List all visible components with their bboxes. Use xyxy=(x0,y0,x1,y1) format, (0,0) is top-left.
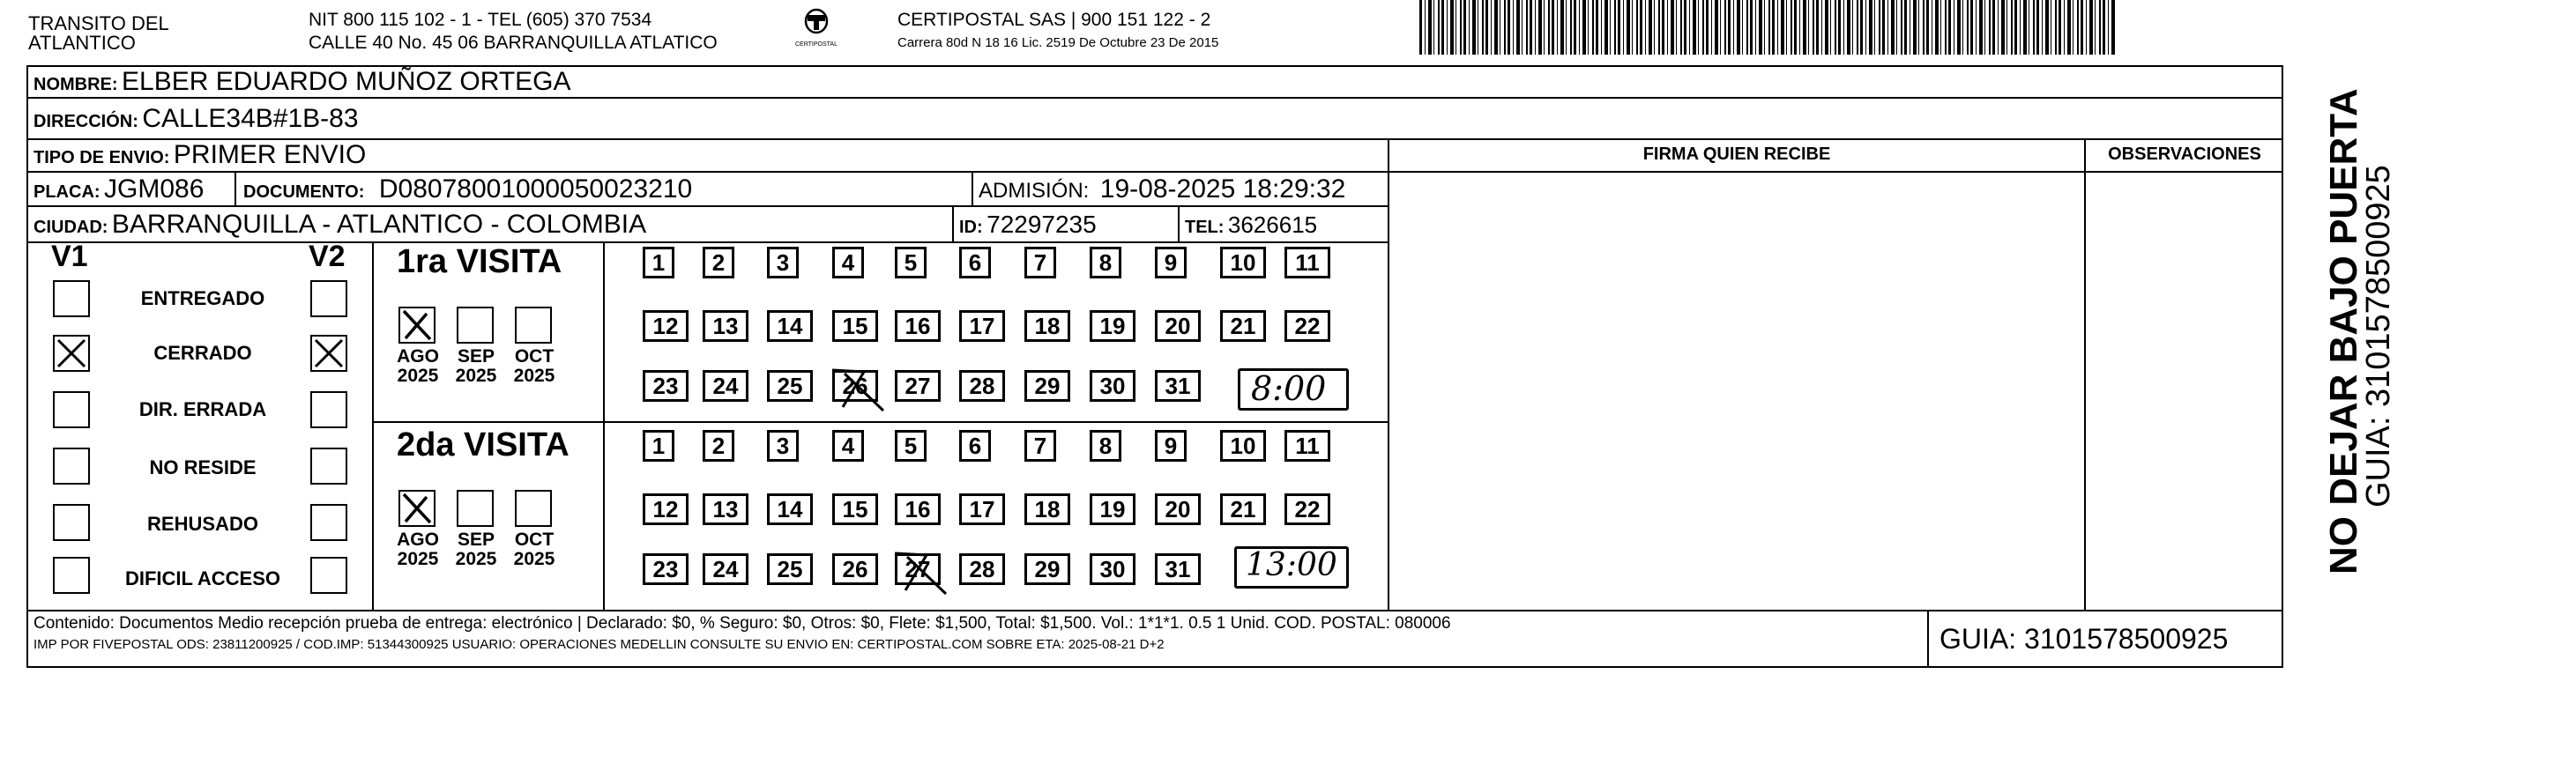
day-strike-mark xyxy=(888,545,958,597)
visit-day-box[interactable]: 22 xyxy=(1284,310,1330,342)
visit-day-box[interactable]: 27 xyxy=(895,370,941,402)
status-label: DIFICIL ACCESO xyxy=(124,567,280,589)
check-cross-icon xyxy=(400,492,434,525)
visit-day-box[interactable]: 3 xyxy=(767,247,799,278)
visit-month-checkbox[interactable] xyxy=(515,490,552,527)
status-label: CERRADO xyxy=(153,342,252,364)
visit-day-box[interactable]: 7 xyxy=(1024,247,1056,278)
company-address: Carrera 80d N 18 16 Lic. 2519 De Octubre 23 De 2015 xyxy=(897,35,1219,50)
status-label: REHUSADO xyxy=(147,513,258,535)
status-v2-checkbox[interactable] xyxy=(310,391,347,428)
visit-day-box[interactable]: 30 xyxy=(1090,553,1135,585)
admision-label: ADMISIÓN: xyxy=(979,179,1090,203)
visit-day-box[interactable]: 20 xyxy=(1155,493,1201,525)
documento-label: DOCUMENTO: xyxy=(243,182,365,202)
visit-month-name: AGO xyxy=(397,530,439,550)
ciudad-value: BARRANQUILLA - ATLANTICO - COLOMBIA xyxy=(111,210,647,239)
status-v1-checkbox[interactable] xyxy=(53,280,90,317)
status-v1-checkbox[interactable] xyxy=(53,504,90,541)
visit-day-box[interactable]: 13 xyxy=(703,493,748,525)
direccion-value: CALLE34B#1B-83 xyxy=(142,104,359,133)
status-v2-checkbox[interactable] xyxy=(310,557,347,594)
visit-day-box[interactable]: 18 xyxy=(1024,493,1070,525)
status-label: ENTREGADO xyxy=(140,287,265,309)
status-v2-checkbox[interactable] xyxy=(310,504,347,541)
visit-day-box[interactable]: 15 xyxy=(832,310,878,342)
first-visit-time: 8:00 xyxy=(1251,369,1327,408)
issuer-name xyxy=(28,14,169,53)
visit-day-box[interactable]: 5 xyxy=(895,247,927,278)
status-label: NO RESIDE xyxy=(149,456,257,478)
visit-month-year: 2025 xyxy=(455,549,497,569)
documento-field xyxy=(243,173,692,211)
ciudad-label: CIUDAD: xyxy=(34,218,108,237)
visit-month-name: SEP xyxy=(457,346,495,367)
observaciones-header: OBSERVACIONES xyxy=(2108,144,2261,164)
visit-day-box[interactable]: 2 xyxy=(703,247,734,278)
visit-day-box[interactable]: 24 xyxy=(703,370,748,402)
visit-month-checkbox[interactable] xyxy=(457,490,494,527)
visit-month-year: 2025 xyxy=(455,366,497,386)
issuer-nit: NIT 800 115 102 - 1 - TEL (605) 370 7534 xyxy=(309,10,652,30)
visit-day-box[interactable]: 16 xyxy=(895,310,941,342)
visit-day-box[interactable]: 23 xyxy=(643,553,689,585)
second-visit-title: 2da VISITA xyxy=(397,426,570,463)
firma-header: FIRMA QUIEN RECIBE xyxy=(1642,144,1831,164)
status-v1-checkbox[interactable] xyxy=(53,557,90,594)
visit-day-box[interactable]: 19 xyxy=(1090,493,1135,525)
visit-day-box[interactable]: 25 xyxy=(767,370,813,402)
visit-day-box[interactable]: 26 xyxy=(832,370,878,402)
footer-printing: IMP POR FIVEPOSTAL ODS: 23811200925 / COD.IMP: 51344300925 USUARIO: OPERACIONES MEDELLIN CONSULTE SU ENVIO EN: CERTIPOSTAL.COM SOBRE ETA: 2025-08-21 D+2 xyxy=(34,637,1165,652)
logo-text: CERTIPOSTAL xyxy=(795,41,838,48)
issuer-address: CALLE 40 No. 45 06 BARRANQUILLA ATLATICO xyxy=(309,33,718,53)
visit-day-box[interactable]: 3 xyxy=(767,430,799,462)
visit-day-box[interactable]: 11 xyxy=(1284,430,1330,462)
visit-day-box[interactable]: 1 xyxy=(643,247,674,278)
visit-day-box[interactable]: 6 xyxy=(959,247,991,278)
footer-content: Contenido: Documentos Medio recepción prueba de entrega: electrónico | Declarado: $0, % Seguro: $0, Otros: $0, Flete: $1,500, Total: $1,500. Vol.: 1*1*1. 0.5 1 Unid. COD. POSTAL: 080006 xyxy=(34,614,1451,633)
second-visit-time-box[interactable] xyxy=(1234,546,1349,589)
visit-day-box[interactable]: 29 xyxy=(1024,370,1070,402)
visit-day-box[interactable]: 22 xyxy=(1284,493,1330,525)
visit-day-box[interactable]: 7 xyxy=(1024,430,1056,462)
visit-day-box[interactable]: 25 xyxy=(767,553,813,585)
visit-day-box[interactable]: 5 xyxy=(895,430,927,462)
visit-day-box[interactable]: 2 xyxy=(703,430,734,462)
visit-day-box[interactable]: 12 xyxy=(643,310,689,342)
id-field xyxy=(959,208,1097,246)
visit-month-year: 2025 xyxy=(513,549,555,569)
status-label: DIR. ERRADA xyxy=(138,398,267,420)
visit-day-box[interactable]: 4 xyxy=(832,430,864,462)
visit-month-name: AGO xyxy=(397,346,439,367)
tel-field xyxy=(1185,208,1317,246)
side-guia: GUIA: 3101578500925 xyxy=(2360,165,2397,508)
tel-label: TEL: xyxy=(1185,218,1225,237)
status-v1-checkbox[interactable] xyxy=(53,391,90,428)
barcode xyxy=(1419,0,2116,55)
id-value: 72297235 xyxy=(986,211,1097,238)
placa-value: JGM086 xyxy=(104,174,205,204)
status-v2-checkbox[interactable] xyxy=(310,448,347,485)
first-visit-title: 1ra VISITA xyxy=(397,243,562,280)
issuer-line-2: ATLANTICO xyxy=(28,32,136,54)
visit-day-box[interactable]: 17 xyxy=(959,310,1005,342)
visit-month-checkbox[interactable] xyxy=(515,307,552,344)
visit-day-box[interactable]: 9 xyxy=(1155,247,1187,278)
visit-day-box[interactable]: 8 xyxy=(1090,247,1121,278)
check-cross-icon xyxy=(55,337,88,370)
visit-month-label xyxy=(450,347,503,386)
second-visit-time: 13:00 xyxy=(1246,547,1337,583)
visit-day-box[interactable]: 21 xyxy=(1220,493,1266,525)
visit-month-label xyxy=(391,530,444,569)
direccion-label: DIRECCIÓN: xyxy=(34,112,138,131)
visit-day-box[interactable]: 31 xyxy=(1155,370,1201,402)
check-cross-icon xyxy=(312,337,346,370)
visit-day-box[interactable]: 21 xyxy=(1220,310,1266,342)
status-v1-checkbox[interactable] xyxy=(53,335,90,372)
check-cross-icon xyxy=(400,308,434,342)
visit-day-box[interactable]: 14 xyxy=(767,493,813,525)
placa-label: PLACA: xyxy=(34,182,101,202)
visit-day-box[interactable]: 19 xyxy=(1090,310,1135,342)
nombre-label: NOMBRE: xyxy=(34,75,118,94)
tipo-envio-label: TIPO DE ENVIO: xyxy=(34,148,170,167)
visit-month-label xyxy=(391,347,444,386)
visit-day-box[interactable]: 12 xyxy=(643,493,689,525)
visit-day-box[interactable]: 29 xyxy=(1024,553,1070,585)
status-v1-checkbox[interactable] xyxy=(53,448,90,485)
visit-month-name: OCT xyxy=(514,346,555,367)
visit-day-box[interactable]: 13 xyxy=(703,310,748,342)
side-warning: NO DEJAR BAJO PUERTA xyxy=(2322,88,2365,574)
first-visit-time-box[interactable] xyxy=(1238,368,1349,411)
visit-day-box[interactable]: 28 xyxy=(959,370,1005,402)
visit-day-box[interactable]: 27 xyxy=(895,553,941,585)
tel-value: 3626615 xyxy=(1227,211,1318,238)
visit-month-name: SEP xyxy=(457,530,495,550)
nombre-row xyxy=(34,65,571,97)
visit-day-box[interactable]: 1 xyxy=(643,430,674,462)
visit-day-box[interactable]: 20 xyxy=(1155,310,1201,342)
visit-day-box[interactable]: 9 xyxy=(1155,430,1187,462)
visit-month-name: OCT xyxy=(514,530,555,550)
visit-month-year: 2025 xyxy=(397,366,439,386)
visit-day-box[interactable]: 11 xyxy=(1284,247,1330,278)
certipostal-logo xyxy=(792,7,841,53)
visit-month-label xyxy=(508,530,561,569)
visit-day-box[interactable]: 26 xyxy=(832,553,878,585)
visit-month-checkbox[interactable] xyxy=(398,307,436,344)
admision-field xyxy=(979,173,1345,211)
visit-day-box[interactable]: 31 xyxy=(1155,553,1201,585)
day-strike-mark xyxy=(825,361,896,414)
visit-day-box[interactable]: 24 xyxy=(703,553,748,585)
visit-day-box[interactable]: 17 xyxy=(959,493,1005,525)
placa-field xyxy=(34,173,204,211)
logo-emblem-icon xyxy=(799,7,834,37)
visit-day-box[interactable]: 30 xyxy=(1090,370,1135,402)
company-info xyxy=(897,9,1218,55)
status-v2-checkbox[interactable] xyxy=(310,335,347,372)
visit-day-box[interactable]: 10 xyxy=(1220,430,1266,462)
visit-day-box[interactable]: 28 xyxy=(959,553,1005,585)
issuer-contact xyxy=(309,9,718,55)
direccion-row xyxy=(34,99,359,137)
status-v2-checkbox[interactable] xyxy=(310,280,347,317)
documento-value: D08078001000050023210 xyxy=(378,174,693,204)
v1-header: V1 xyxy=(51,240,88,273)
visit-day-box[interactable]: 10 xyxy=(1220,247,1266,278)
visit-month-checkbox[interactable] xyxy=(457,307,494,344)
id-label: ID: xyxy=(959,218,983,237)
visit-day-box[interactable]: 14 xyxy=(767,310,813,342)
nombre-value: ELBER EDUARDO MUÑOZ ORTEGA xyxy=(122,67,571,96)
visit-month-label xyxy=(450,530,503,569)
tipo-envio-value: PRIMER ENVIO xyxy=(173,140,367,169)
visit-day-box[interactable]: 18 xyxy=(1024,310,1070,342)
visit-day-box[interactable]: 15 xyxy=(832,493,878,525)
visit-day-box[interactable]: 23 xyxy=(643,370,689,402)
visit-day-box[interactable]: 8 xyxy=(1090,430,1121,462)
company-name: CERTIPOSTAL SAS | 900 151 122 - 2 xyxy=(897,10,1211,30)
visit-month-label xyxy=(508,347,561,386)
admision-value: 19-08-2025 18:29:32 xyxy=(1099,174,1346,204)
footer-guia: GUIA: 3101578500925 xyxy=(1939,623,2229,655)
visit-day-box[interactable]: 4 xyxy=(832,247,864,278)
tipo-envio-row xyxy=(34,139,366,171)
visit-month-year: 2025 xyxy=(513,366,555,386)
visit-day-box[interactable]: 16 xyxy=(895,493,941,525)
visit-month-year: 2025 xyxy=(397,549,439,569)
v2-header: V2 xyxy=(309,240,346,273)
visit-day-box[interactable]: 6 xyxy=(959,430,991,462)
issuer-line-1: TRANSITO DEL xyxy=(28,12,169,34)
visit-month-checkbox[interactable] xyxy=(398,490,436,527)
